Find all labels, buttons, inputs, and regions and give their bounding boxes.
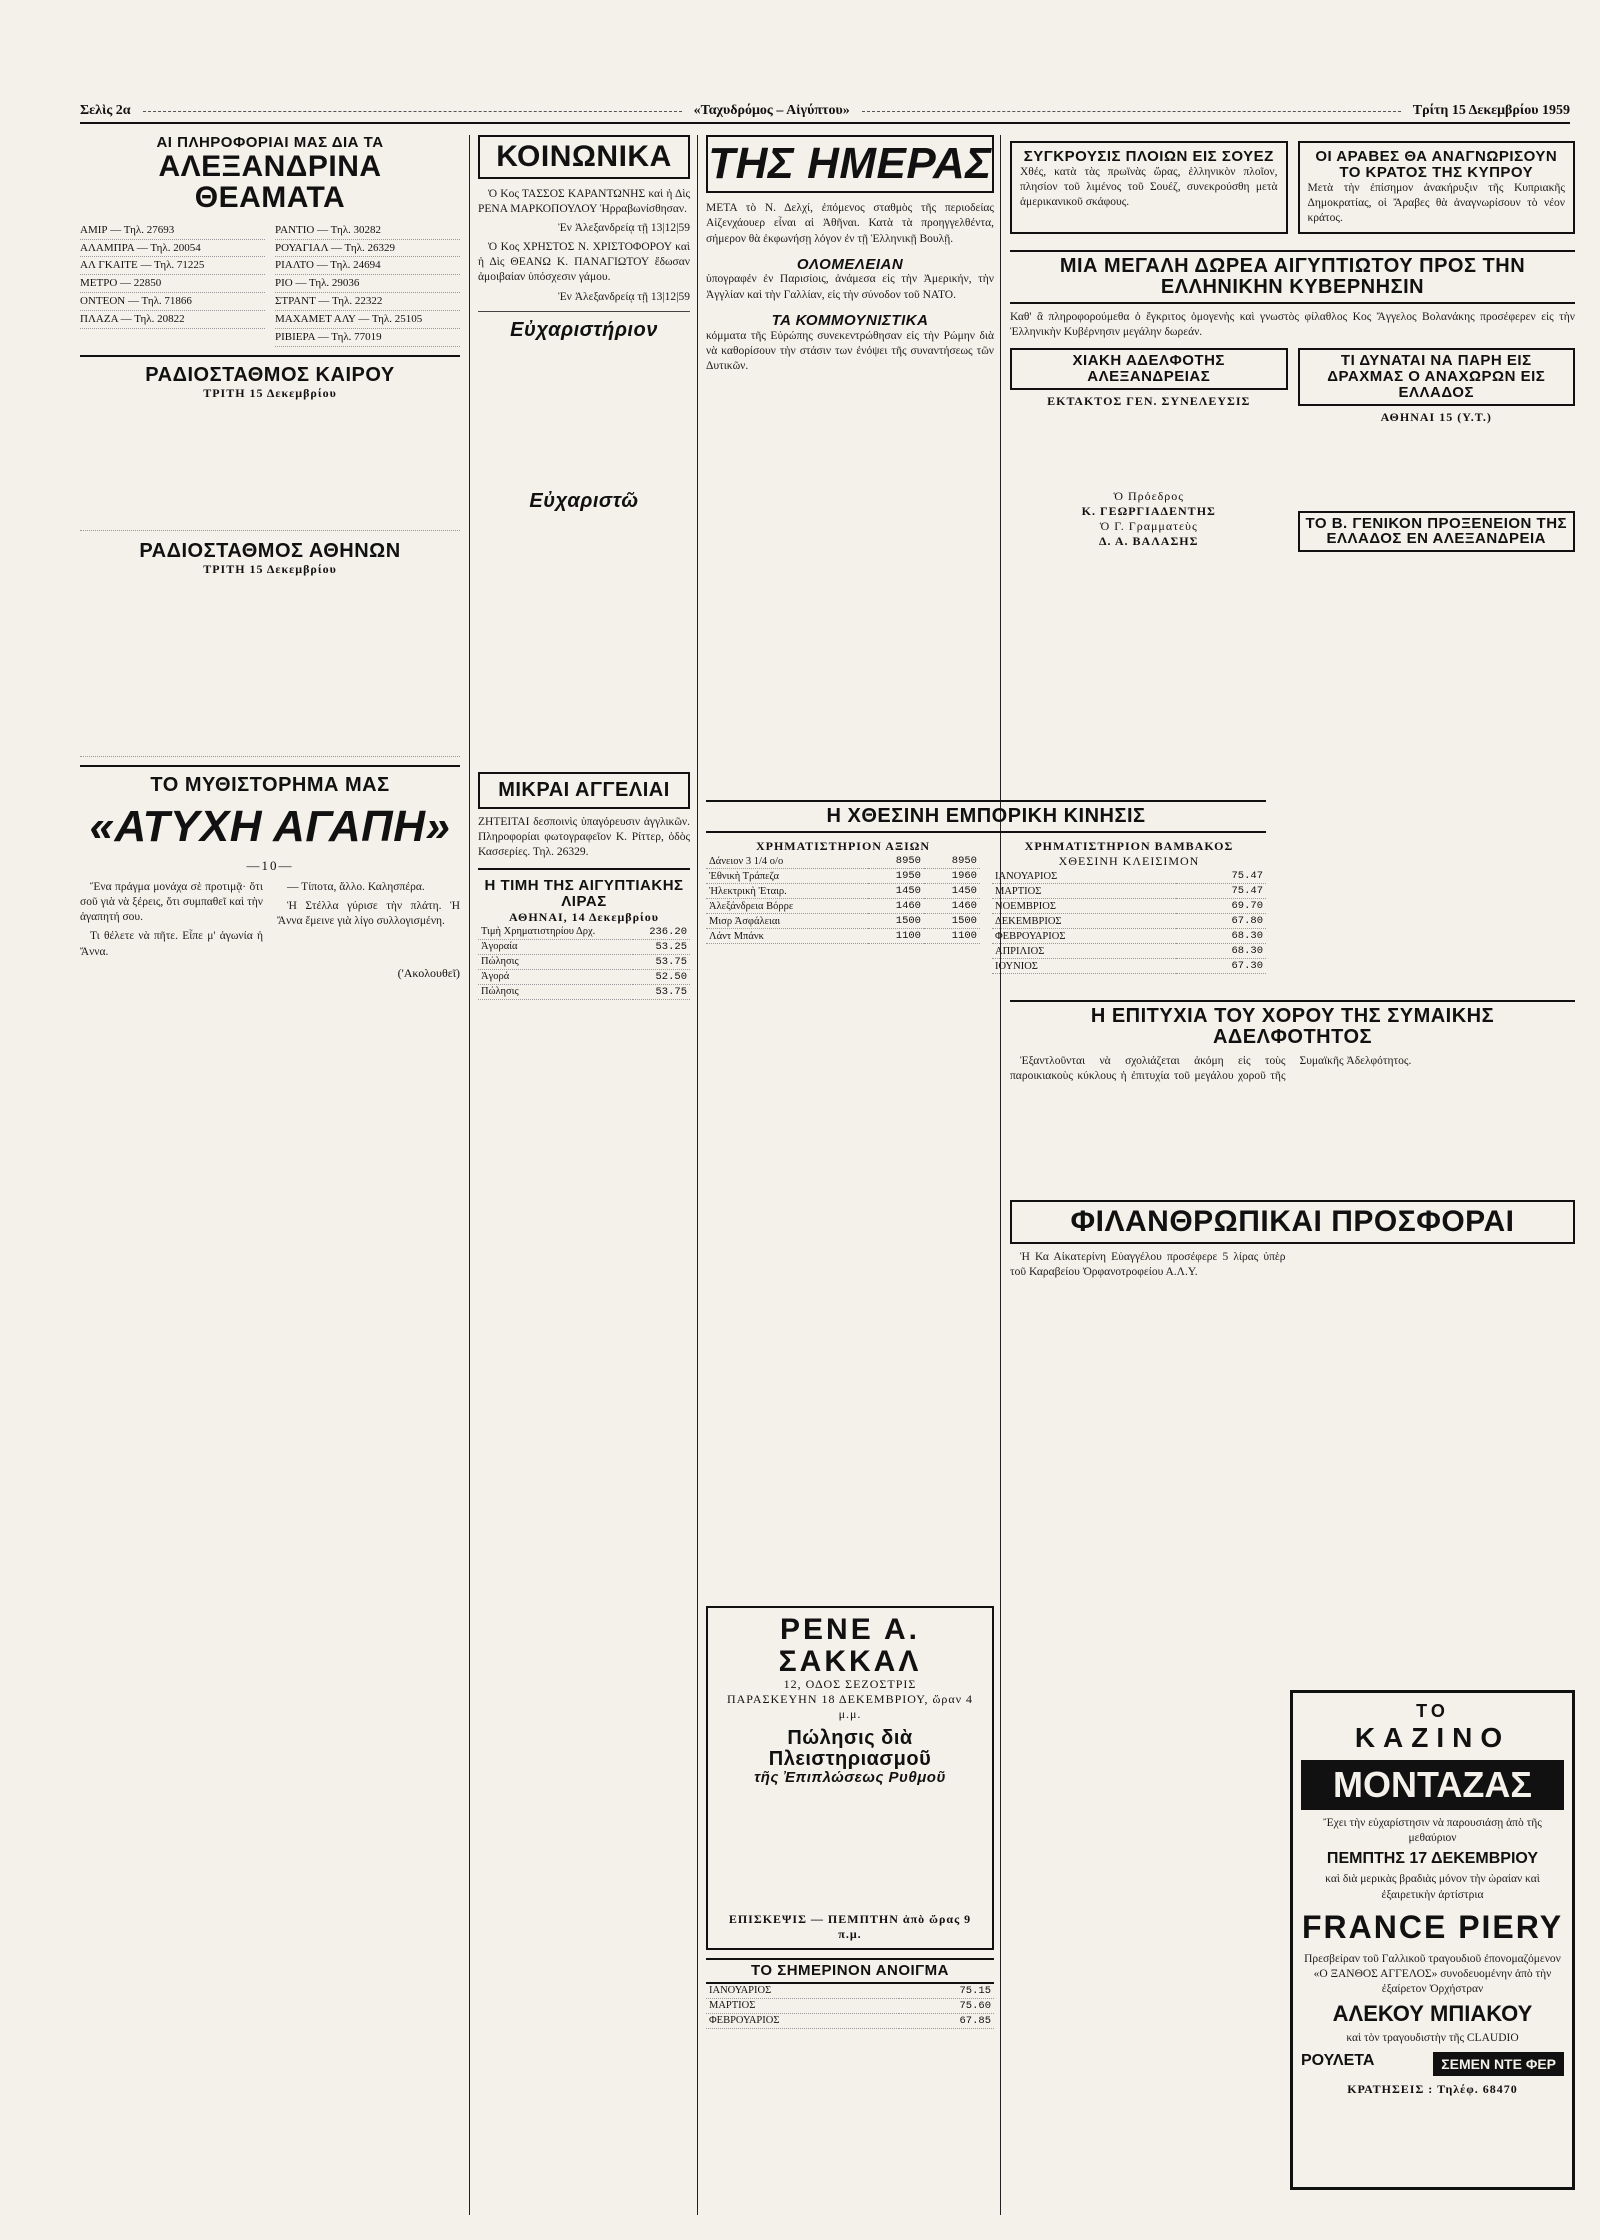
chios-sign: Ὁ Πρόεδρος [1113, 488, 1185, 503]
section-divider [478, 868, 690, 870]
stock-b: 8950 [924, 854, 980, 869]
day-subhead: ΤΑ ΚΟΜΜΟΥΝΙΣΤΙΚΑ [771, 311, 929, 329]
dance-body [1010, 1054, 1575, 1084]
table-row [706, 854, 980, 869]
cotton-price: 68.30 [1176, 929, 1266, 944]
column-rule [469, 135, 470, 2215]
table-row [478, 969, 690, 984]
social-item-date: Ἐν Ἀλεξανδρείᾳ τῇ 13|12|59 [558, 221, 690, 234]
column-rule [697, 135, 698, 2215]
radio-cairo-schedule [80, 401, 460, 531]
table-row [478, 939, 690, 954]
chios-name: Κ. ΓΕΩΡΓΙΑΔΕΝΤΗΣ [1081, 503, 1216, 518]
misc-body-text [1010, 1690, 1280, 2190]
today-price: 67.85 [899, 2013, 994, 2028]
radio-day: ΤΡΙΤΗ 15 Δεκεμβρίου [203, 385, 337, 400]
table-row [706, 914, 980, 929]
thanks-body [478, 512, 690, 762]
social-item: Ὁ Κος ΧΡΗΣΤΟΣ Ν. ΧΡΙΣΤΟΦΟΡΟΥ καὶ ἡ Δὶς ΘΕΑΝΩ Κ. ΠΑΝΑΓΙΩΤΟΥ ἔδωσαν ἀμοιβαίαν ὑπόσχεσιν γάμου. [478, 241, 690, 284]
novel-paragraph: — Τίποτα, ἄλλο. Καλησπέρα. [287, 880, 425, 893]
radio-cairo-title: ΡΑΔΙΟΣΤΑΘΜΟΣ ΚΑΙΡΟΥ [145, 363, 395, 386]
charity-body [1010, 1250, 1575, 1280]
issue-date: Τρίτη 15 Δεκεμβρίου 1959 [1412, 103, 1571, 118]
cinema-item: ΜΑΧΑΜΕΤ ΑΛΥ — Τηλ. 25105 [275, 311, 460, 329]
drachma-subtitle: ΑΘΗΝΑΙ 15 (Υ.Τ.) [1380, 409, 1492, 424]
cotton-price: 67.80 [1176, 914, 1266, 929]
cotton-month: ΝΟΕΜΒΡΙΟΣ [992, 899, 1176, 914]
chios-subtitle: ΕΚΤΑΚΤΟΣ ΓΕΝ. ΣΥΝΕΛΕΥΣΙΣ [1047, 393, 1251, 408]
gift-headline: ΜΙΑ ΜΕΓΑΛΗ ΔΩΡΕΑ ΑΙΓΥΠΤΙΩΤΟΥ ΠΡΟΣ ΤΗΝ ΕΛΛΗΝΙΚΗΝ ΚΥΒΕΡΝΗΣΙΝ [1010, 250, 1575, 304]
rate-label: Τιμὴ Χρηματιστηρίου Δρχ. [478, 925, 633, 940]
rate-value: 53.25 [633, 939, 690, 954]
today-month: ΙΑΝΟΥΑΡΙΟΣ [706, 1984, 899, 1999]
classified-box [478, 772, 690, 809]
masthead-rule [862, 111, 1401, 112]
cotton-month: ΦΕΒΡΟΥΑΡΙΟΣ [992, 929, 1176, 944]
section-divider [478, 311, 690, 312]
stock-name: Ἀλεξάνδρεια Βόρρε [706, 899, 868, 914]
column-entertainment [80, 135, 460, 2215]
rate-value: 236.20 [633, 925, 690, 940]
news-box-cyprus [1298, 141, 1576, 234]
cinema-item: ΑΛΑΜΠΡΑ — Τηλ. 20054 [80, 240, 265, 258]
cotton-month: ΑΠΡΙΛΙΟΣ [992, 944, 1176, 959]
dance-headline: Η ΕΠΙΤΥΧΙΑ ΤΟΥ ΧΟΡΟΥ ΤΗΣ ΣΥΜΑΙΚΗΣ ΑΔΕΛΦΟΤΗΤΟΣ [1010, 1000, 1575, 1048]
cinema-item: ΡΙΑΛΤΟ — Τηλ. 24694 [275, 257, 460, 275]
cotton-month: ΔΕΚΕΜΒΡΙΟΣ [992, 914, 1176, 929]
novel-body [80, 880, 460, 960]
chios-title: ΧΙΑΚΗ ΑΔΕΛΦΟΤΗΣ ΑΛΕΞΑΝΔΡΕΙΑΣ [1010, 348, 1288, 390]
stock-a: 8950 [868, 854, 924, 869]
novel-paragraph: Ἕνα πράγμα μονάχα σὲ προτιμᾷ· ὅτι σοῦ γιὰ νὰ ξέρεις, ὅτι συμπαθεῖ καὶ τὴν ἀγαπητή σου. [80, 880, 263, 924]
stock-name: Λάντ Μπάνκ [706, 929, 868, 944]
table-row [706, 1984, 994, 1999]
cotton-price: 67.30 [1176, 959, 1266, 974]
cinema-item: ΑΛ ΓΚΑΙΤΕ — Τηλ. 71225 [80, 257, 265, 275]
table-row [478, 925, 690, 940]
cotton-price: 69.70 [1176, 899, 1266, 914]
casino-game: ΡΟΥΛΕΤΑ [1301, 2052, 1375, 2070]
auction-footer: ΕΠΙΣΚΕΨΙΣ — ΠΕΜΠΤΗΝ ἀπὸ ὥρας 9 π.μ. [728, 1911, 972, 1941]
consulate-title: ΤΟ Β. ΓΕΝΙΚΟΝ ΠΡΟΞΕΝΕΙΟΝ ΤΗΣ ΕΛΛΑΔΟΣ ΕΝ ΑΛΕΞΑΝΔΡΕΙΑ [1298, 511, 1576, 553]
auction-subtitle: τῆς Ἐπιπλώσεως Ρυθμοῦ [754, 1769, 946, 1786]
novel-section-title: ΤΟ ΜΥΘΙΣΤΟΡΗΜΑ ΜΑΣ [150, 773, 390, 796]
auction-name: ΡΕΝΕ Α. ΣΑΚΚΑΛ [778, 1613, 922, 1678]
today-price: 75.60 [899, 1998, 994, 2013]
masthead [80, 100, 1570, 124]
stocks-block [706, 839, 980, 974]
thanks-title: Εὐχαριστήριον [510, 318, 658, 341]
day-intro: ΜΕΤΑ τὸ Ν. Δελχί, ἐπόμενος σταθμὸς τῆς περιοδείας Αἰζενχάουερ εἶναι αἱ Ἀθῆναι. Κατὰ τὰ προηγγελθέντα, σήμερον θὰ ἐκφωνήσῃ λόγον ἐν τῇ Ἑλληνικῇ Βουλῇ. [706, 202, 994, 245]
cinema-item: ΡΙΒΙΕΡΑ — Τηλ. 77019 [275, 329, 460, 347]
table-row [706, 899, 980, 914]
charity-section [1010, 1200, 1575, 1400]
news-box-ships [1010, 141, 1288, 234]
day-headline: ΤΗΣ ΗΜΕΡΑΣ [706, 135, 994, 193]
day-subhead: ΟΛΟΜΕΛΕΙΑΝ [796, 255, 904, 273]
auction-date: ΠΑΡΑΣΚΕΥΗΝ 18 ΔΕΚΕΜΒΡΙΟΥ, ὥραν 4 μ.μ. [726, 1692, 974, 1721]
section-divider [80, 355, 460, 357]
today-price: 75.15 [899, 1984, 994, 1999]
auction-box [706, 1606, 994, 1950]
social-headline: ΚΟΙΝΩΝΙΚΑ [478, 135, 690, 179]
chios-box [1010, 348, 1288, 552]
charity-paragraph: Ἡ Κα Αἰκατερίνη Εὐαγγέλου προσέφερε 5 λίρας ὑπὲρ τοῦ Καραβείου Ὀρφανοτροφείου Α.Λ.Υ. [1010, 1250, 1286, 1278]
casino-place: ΜΟΝΤΑΖΑΣ [1301, 1760, 1564, 1810]
cinema-item: ΣΤΡΑΝΤ — Τηλ. 22322 [275, 293, 460, 311]
classified-title: ΜΙΚΡΑΙ ΑΓΓΕΛΙΑΙ [498, 778, 670, 801]
casino-ad [1290, 1690, 1575, 2190]
social-item-date: Ἐν Ἀλεξανδρείᾳ τῇ 13|12|59 [558, 290, 690, 303]
cinema-item: ΜΕΤΡΟ — 22850 [80, 275, 265, 293]
casino-phone: ΚΡΑΤΗΣΕΙΣ : Τηλέφ. 68470 [1347, 2082, 1518, 2097]
cotton-title: ΧΡΗΜΑΤΙΣΤΗΡΙΟΝ ΒΑΜΒΑΚΟΣ [1024, 839, 1234, 853]
market-title: Η ΧΘΕΣΙΝΗ ΕΜΠΟΡΙΚΗ ΚΙΝΗΣΙΣ [706, 800, 1266, 833]
day-text: ὑπογραφέν ἐν Παρισίοις, ἀνάμεσα εἰς τὴν Ἀμερικήν, τὴν Ἀγγλίαν καὶ τὴν Γαλλίαν, εἰς τὴν σύνοδον τοῦ ΝΑΤΟ. [706, 273, 994, 301]
stock-name: Μισρ Ἀσφάλειαι [706, 914, 868, 929]
casino-pre: ΤΟ [1416, 1701, 1449, 1721]
casino-line: καὶ τὸν τραγουδιστὴν τῆς CLAUDIO [1346, 2032, 1519, 2045]
rate-value: 53.75 [633, 954, 690, 969]
casino-orchestra: ΑΛΕΚΟΥ ΜΠΙΑΚΟΥ [1332, 2001, 1533, 2027]
table-row [478, 954, 690, 969]
novel-title: «ΑΤΥΧΗ ΑΓΑΠΗ» [89, 801, 451, 851]
entertainment-headline-main: ΑΛΕΞΑΝΔΡΙΝΑ ΘΕΑΜΑΤΑ [158, 149, 382, 215]
today-title: ΤΟ ΣΗΜΕΡΙΝΟΝ ΑΝΟΙΓΜΑ [706, 1958, 994, 1984]
casino-line: καὶ διὰ μερικὰς βραδιὰς μόνον τὴν ὡραίαν καὶ ἐξαιρετικὴν ἀρτίστρια [1325, 1873, 1540, 1901]
cotton-subtitle: ΧΘΕΣΙΝΗ ΚΛΕΙΣΙΜΟΝ [1058, 854, 1200, 868]
stocks-table [706, 854, 980, 944]
stock-a: 1950 [868, 869, 924, 884]
auction-ad [706, 1600, 994, 2070]
table-row [706, 2013, 994, 2028]
stock-name: Ἐθνικὴ Τράπεζα [706, 869, 868, 884]
rate-label: Πώλησις [478, 984, 633, 999]
cinema-item: ΡΑΝΤΙΟ — Τηλ. 30282 [275, 222, 460, 240]
stock-a: 1500 [868, 914, 924, 929]
today-month: ΜΑΡΤΙΟΣ [706, 1998, 899, 2013]
stock-a: 1460 [868, 899, 924, 914]
cinema-item: ΡΙΟ — Τηλ. 29036 [275, 275, 460, 293]
cinema-item: ΡΟΥΑΓΙΑΛ — Τηλ. 26329 [275, 240, 460, 258]
today-table [706, 1984, 994, 2029]
table-row [992, 914, 1266, 929]
novel-continued: ('Ακολουθεῖ) [397, 965, 460, 980]
paper-name: «Ταχυδρόμος – Αἰγύπτου» [693, 103, 850, 118]
section-divider [80, 765, 460, 767]
drachma-body [1298, 425, 1576, 505]
cotton-month: ΜΑΡΤΙΟΣ [992, 884, 1176, 899]
casino-game: ΣΕΜΕΝ ΝΤΕ ΦΕΡ [1433, 2052, 1564, 2076]
news-text: Μετὰ τὴν ἐπίσημον ἀνακήρυξιν τῆς Κυπριακῆς Δημοκρατίας, οἱ Ἄραβες θὰ ἀναγνωρίσουν τὸ νέον κράτος. [1307, 181, 1565, 224]
social-items [478, 187, 690, 305]
column-news [1010, 135, 1575, 795]
cinema-item: ΟΝΤΕΟΝ — Τηλ. 71866 [80, 293, 265, 311]
rate-value: 52.50 [633, 969, 690, 984]
stock-b: 1450 [924, 884, 980, 899]
novel-part: —10— [246, 857, 294, 873]
cotton-block [992, 839, 1266, 974]
stock-name: Δάνειον 3 1/4 ο/ο [706, 854, 868, 869]
cotton-price: 75.47 [1176, 884, 1266, 899]
table-row [706, 1998, 994, 2013]
casino-games [1301, 2052, 1564, 2076]
cotton-table [992, 869, 1266, 974]
stocks-title: ΧΡΗΜΑΤΙΣΤΗΡΙΟΝ ΑΞΙΩΝ [755, 839, 931, 853]
stock-b: 1960 [924, 869, 980, 884]
rates-subtitle: ΑΘΗΝΑΙ, 14 Δεκεμβρίου [509, 909, 659, 924]
casino-star: FRANCE PIERY [1301, 1908, 1564, 1945]
rates-title: Η ΤΙΜΗ ΤΗΣ ΑΙΓΥΠΤΙΑΚΗΣ ΛΙΡΑΣ [484, 877, 684, 910]
chios-name: Δ. Α. ΒΑΛΑΣΗΣ [1099, 533, 1199, 548]
column-of-the-day [706, 135, 994, 800]
news-title: ΟΙ ΑΡΑΒΕΣ ΘΑ ΑΝΑΓΝΩΡΙΣΟΥΝ ΤΟ ΚΡΑΤΟΣ ΤΗΣ ΚΥΠΡΟΥ [1315, 148, 1558, 181]
radio-athens-schedule [80, 577, 460, 757]
table-row [992, 899, 1266, 914]
table-row [992, 884, 1266, 899]
table-row [478, 984, 690, 999]
rate-label: Ἀγοραία [478, 939, 633, 954]
news-top-boxes [1010, 135, 1575, 240]
radio-athens-title: ΡΑΔΙΟΣΤΑΘΜΟΣ ΑΘΗΝΩΝ [139, 539, 401, 562]
stock-a: 1100 [868, 929, 924, 944]
thanks-title: Εὐχαριστῶ [529, 489, 639, 512]
auction-address: 12, ΟΔΟΣ ΣΕΖΟΣΤΡΙΣ [783, 1677, 917, 1691]
auction-title: Πώλησις διὰ Πλειστηριασμοῦ [768, 1727, 932, 1770]
today-open [706, 1958, 994, 2029]
cotton-price: 75.47 [1176, 869, 1266, 884]
auction-description [716, 1792, 984, 1912]
casino-line: Πρεσβείραν τοῦ Γαλλικοῦ τραγουδιοῦ ἐπονομαζόμενον «Ο ΞΑΝΘΟΣ ΑΓΓΕΛΟΣ» συνοδευομένην ἀπὸ τὴν ἐξαίρετον Ὀρχήστραν [1304, 1952, 1561, 1996]
thanks-body [478, 341, 690, 491]
cinema-listings [80, 222, 460, 347]
cinema-list-right [275, 222, 460, 347]
casino-name: ΚΑΖΙΝΟ [1354, 1722, 1511, 1753]
rates-table [478, 925, 690, 1000]
stock-name: Ἠλεκτρικὴ Ἑταιρ. [706, 884, 868, 899]
stock-b: 1500 [924, 914, 980, 929]
table-row [706, 869, 980, 884]
cotton-month: ΙΑΝΟΥΑΡΙΟΣ [992, 869, 1176, 884]
news-text: Χθές, κατὰ τὰς πρωϊνὰς ὥρας, ἑλληνικὸν πλοῖον, πλησίον τοῦ λιμένος τοῦ Σουέζ, συνεκρούσθη μετὰ ἀμερικανικοῦ σκάφους. [1020, 165, 1278, 209]
cotton-price: 68.30 [1176, 944, 1266, 959]
table-row [992, 929, 1266, 944]
rate-label: Ἀγορά [478, 969, 633, 984]
table-row [992, 959, 1266, 974]
dance-paragraph: Ἐξαντλοῦνται νὰ σχολιάζεται ἀκόμη εἰς τοὺς παροικιακοὺς κύκλους ἡ ἐπιτυχία τοῦ μεγάλου χοροῦ τῆς Συμαϊκῆς Ἀδελφότητος. [1010, 1055, 1412, 1083]
novel-paragraph: Ἡ Στέλλα γύρισε τὴν πλάτη. Ἡ Ἄννα ἔμεινε γιὰ λίγο συλλογισμένη. [277, 900, 460, 928]
chios-sign: Ὁ Γ. Γραμματεὺς [1099, 518, 1198, 533]
table-row [706, 884, 980, 899]
stock-a: 1450 [868, 884, 924, 899]
chios-body [1010, 409, 1288, 489]
casino-day: ΠΕΜΠΤΗΣ 17 ΔΕΚΕΜΒΡΙΟΥ [1326, 1850, 1539, 1868]
novel-paragraph: Τι θέλετε νὰ πῆτε. Εἶπε μ' ἀγωνία ἡ Ἄννα. [80, 930, 263, 958]
page-number: Σελὶς 2α [80, 103, 131, 118]
rate-value: 53.75 [633, 984, 690, 999]
table-row [992, 944, 1266, 959]
cinema-item: ΠΛΑΖΑ — Τηλ. 20822 [80, 311, 265, 329]
charity-headline: ΦΙΛΑΝΘΡΩΠΙΚΑΙ ΠΡΟΣΦΟΡΑΙ [1010, 1200, 1575, 1244]
rate-label: Πώλησις [478, 954, 633, 969]
cinema-item: ΑΜΙΡ — Τηλ. 27693 [80, 222, 265, 240]
entertainment-headline: ΑΙ ΠΛΗΡΟΦΟΡΙΑΙ ΜΑΣ ΔΙΑ ΤΑ [156, 135, 384, 151]
column-social [478, 135, 690, 2215]
radio-day: ΤΡΙΤΗ 15 Δεκεμβρίου [203, 561, 337, 576]
cinema-list-left [80, 222, 265, 347]
day-text: κόμματα τῆς Εὐρώπης συνεκεντρώθησαν εἰς τὴν Ρώμην διὰ νὰ καθορίσουν τὴν στάσιν των ἐνόψει τῆς συναντήσεως τῶν Δυτικῶν. [706, 329, 994, 372]
drachma-box [1298, 348, 1576, 552]
stock-b: 1460 [924, 899, 980, 914]
stock-b: 1100 [924, 929, 980, 944]
drachma-title: ΤΙ ΔΥΝΑΤΑΙ ΝΑ ΠΑΡΗ ΕΙΣ ΔΡΑΧΜΑΣ Ο ΑΝΑΧΩΡΩΝ ΕΙΣ ΕΛΛΑΔΟΣ [1298, 348, 1576, 405]
today-month: ΦΕΒΡΟΥΑΡΙΟΣ [706, 2013, 899, 2028]
table-row [706, 929, 980, 944]
cotton-month: ΙΟΥΝΙΟΣ [992, 959, 1176, 974]
social-item: Ὁ Κος ΤΑΣΣΟΣ ΚΑΡΑΝΤΩΝΗΣ καὶ ἡ Δὶς ΡΕΝΑ ΜΑΡΚΟΠΟΥΛΟΥ Ἠρραβωνίσθησαν. [478, 187, 690, 215]
classified-text: ΖΗΤΕΙΤΑΙ δεσποινὶς ὑπαγόρευσιν ἀγγλικῶν. Πληροφορίαι φωτογραφεῖον Κ. Ρίττερ, ὁδὸς Κασσερίες. Τηλ. 26329. [478, 815, 690, 859]
table-row [992, 869, 1266, 884]
market-tables [706, 839, 1266, 974]
gift-text: Καθ' ἃ πληροφορούμεθα ὁ ἔγκριτος ὁμογενὴς καὶ γνωστὸς φίλαθλος Κος Ἄγγελος Βολανάκης προσέφερεν εἰς τὴν Ἑλληνικὴν Κυβέρνησιν μεγάλην δωρεάν. [1010, 311, 1575, 339]
casino-line: Ἔχει τὴν εὐχαρίστησιν νὰ παρουσιάσῃ ἀπὸ τῆς μεθαύριον [1323, 1817, 1542, 1845]
news-lower-boxes [1010, 348, 1575, 552]
masthead-rule [143, 111, 682, 112]
news-title: ΣΥΓΚΡΟΥΣΙΣ ΠΛΟΙΩΝ ΕΙΣ ΣΟΥΕΖ [1023, 148, 1274, 165]
